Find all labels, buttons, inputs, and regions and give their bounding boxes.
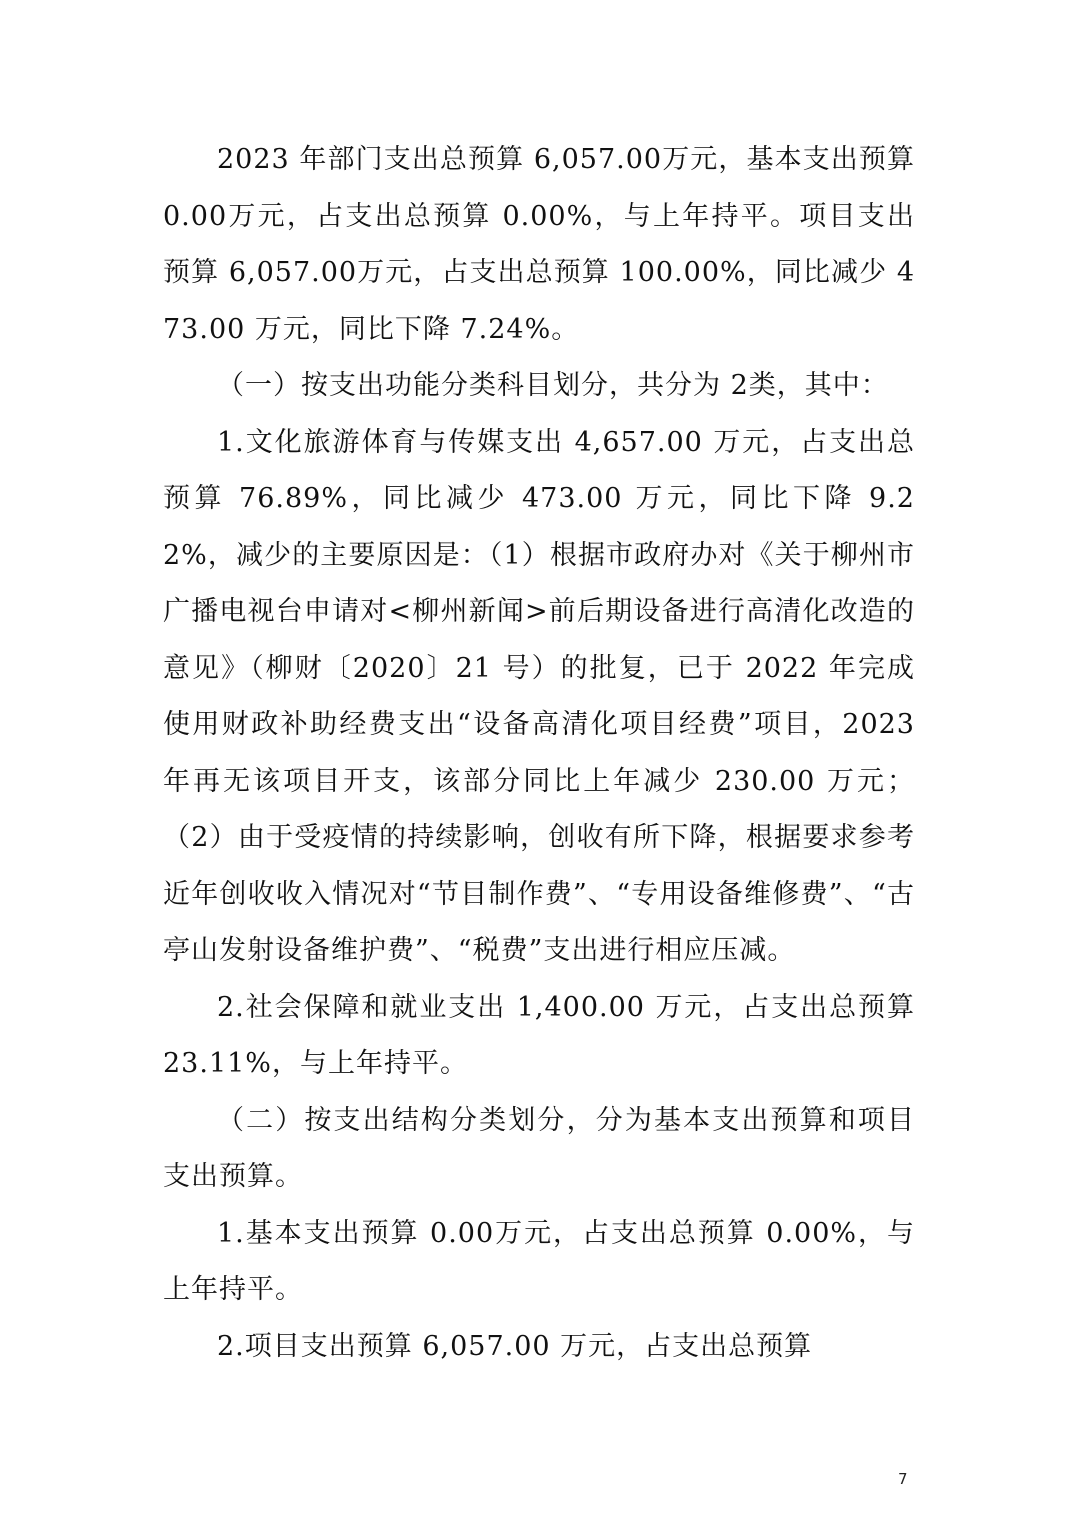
paragraph-social-security-expense: 2.社会保障和就业支出 1,400.00 万元，占支出总预算 23.11%，与上年持平。	[163, 991, 915, 1079]
body-text	[163, 132, 915, 1375]
paragraph-basic-expense: 1.基本支出预算 0.00万元，占支出总预算 0.00%，与上年持平。	[163, 1217, 915, 1305]
paragraph-total-budget: 2023 年部门支出总预算 6,057.00万元，基本支出预算 0.00万元，占支出总预算 0.00%，与上年持平。项目支出预算 6,057.00万元，占支出总预算 100.00%，同比减少 473.00 万元，同比下降 7.24%。	[163, 144, 915, 345]
paragraph-section-heading-structure: （二）按支出结构分类划分，分为基本支出预算和项目支出预算。	[163, 1104, 915, 1192]
paragraph-project-expense: 2.项目支出预算 6,057.00 万元，占支出总预算	[217, 1330, 813, 1362]
paragraph-section-heading-function: （一）按支出功能分类科目划分，共分为 2类，其中：	[217, 370, 889, 401]
paragraph-culture-expense: 1.文化旅游体育与传媒支出 4,657.00 万元，占支出总预算 76.89%，同比减少 473.00 万元，同比下降 9.22%，减少的主要原因是：（1）根据市政府办对《关于柳州市广播电视台申请对<柳州新闻>前后期设备进行高清化改造的意见》（柳财〔2020〕21 号）的批复，已于 2022 年完成使用财政补助经费支出“设备高清化项目经费”项目，2023 年再无该项目开支，该部分同比上年减少 230.00 万元；（2）由于受疫情的持续影响，创收有所下降，根据要求参考近年创收收入情况对“节目制作费”、“专用设备维修费”、“古亭山发射设备维护费”、“税费”支出进行相应压减。	[163, 426, 915, 966]
page-number: 7	[898, 1470, 908, 1488]
